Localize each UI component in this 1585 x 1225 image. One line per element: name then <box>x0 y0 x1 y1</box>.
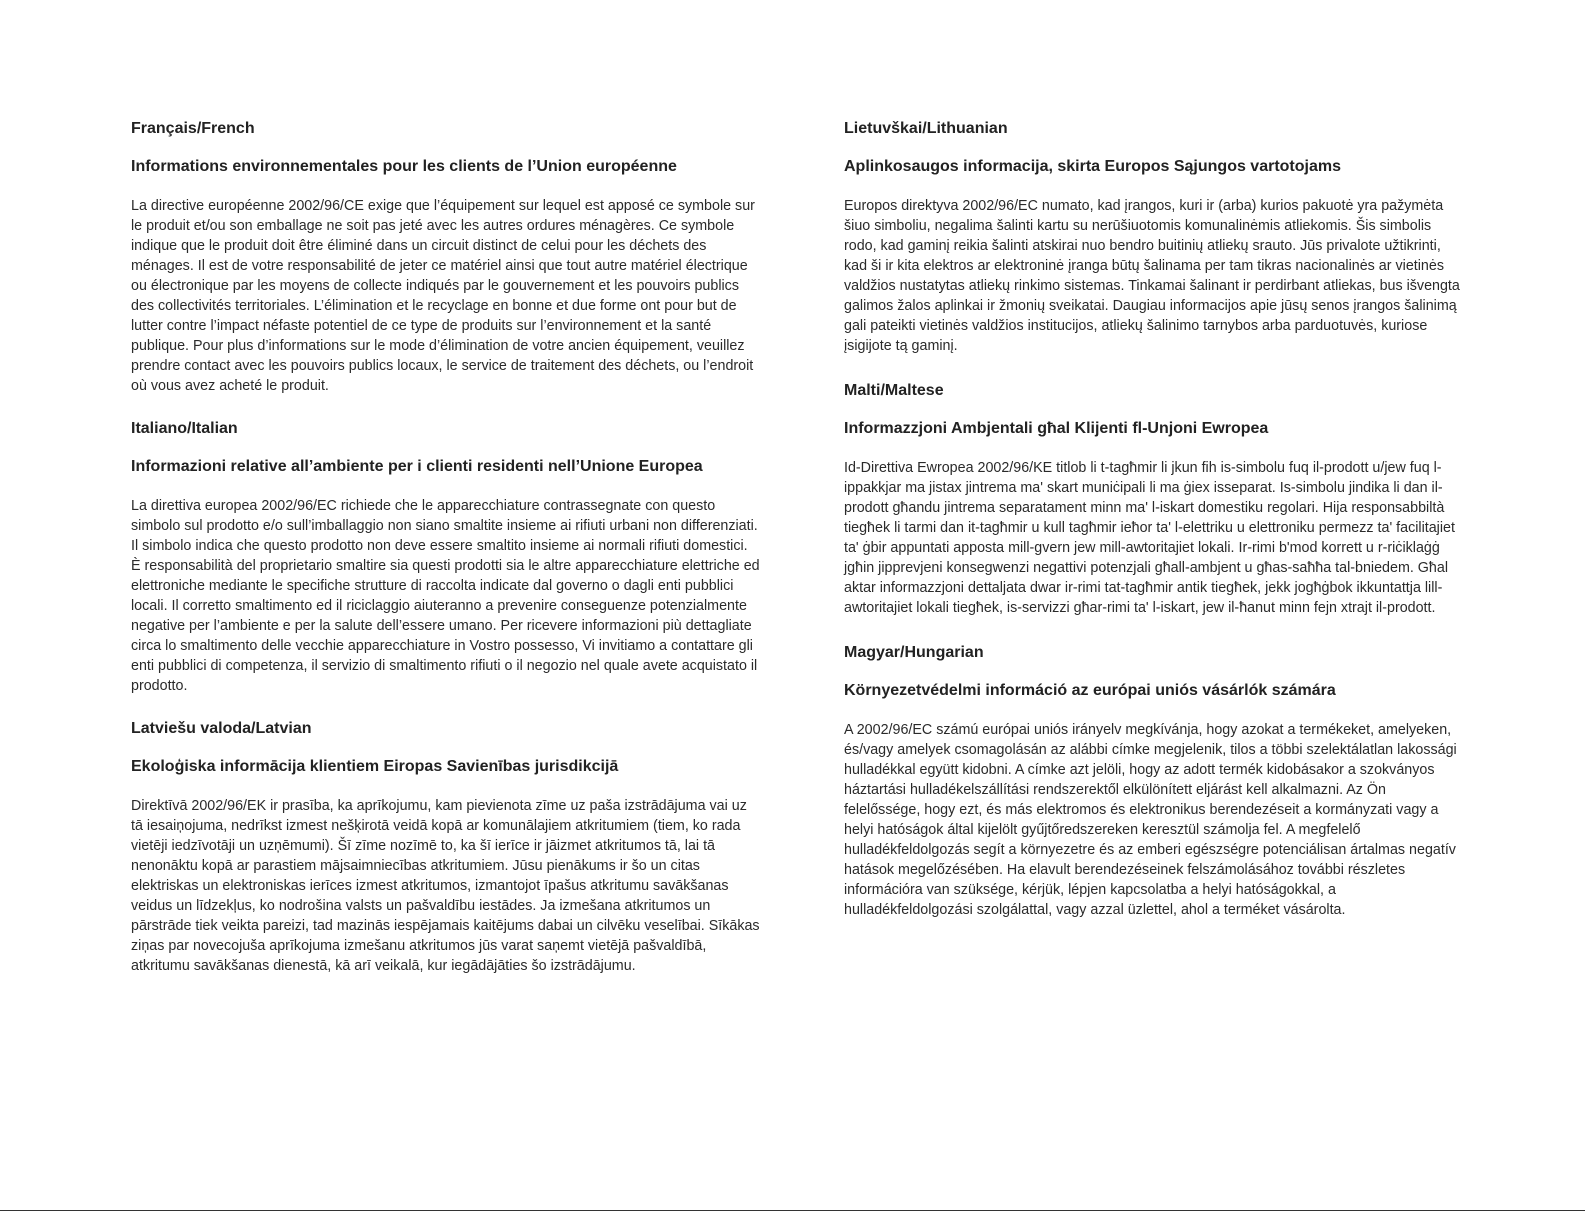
left-column <box>131 112 761 976</box>
section-title: Informazzjoni Ambjentali għal Klijenti fl-Unjoni Ewropea <box>844 420 1269 437</box>
language-heading: Lietuvškai/Lithuanian <box>844 120 1008 137</box>
section-title: Informations environnementales pour les clients de l’Union européenne <box>131 158 677 175</box>
section-body: La directive européenne 2002/96/CE exige que l’équipement sur lequel est apposé ce symbole sur le produit et/ou son emballage ne soit pas jeté avec les autres ordures ménagères. Ce symbole indique que le produit doit être éliminé dans un circuit distinct de celui pour les déchets des ménages. Il est de votre responsabilité de jeter ce matériel ainsi que tout autre matériel électrique ou électronique par les moyens de collecte indiqués par le gouvernement et les pouvoirs publics des collectivités territoriales. L’élimination et le recyclage en bonne et due forme ont pour but de lutter contre l’impact néfaste potentiel de ce type de produits sur l’environnement et la santé publique. Pour plus d’informations sur le mode d’élimination de votre ancien équipement, veuillez prendre contact avec les pouvoirs publics locaux, le service de traitement des déchets, ou l’endroit où vous avez acheté le produit. <box>131 198 755 394</box>
section-french <box>131 118 761 396</box>
page-bottom-rule <box>0 1210 1585 1211</box>
section-latvian <box>131 718 761 976</box>
section-lithuanian <box>844 118 1466 356</box>
section-title: Környezetvédelmi információ az európai uniós vásárlók számára <box>844 682 1336 699</box>
section-italian <box>131 418 761 696</box>
section-maltese <box>844 380 1466 618</box>
section-body: A 2002/96/EC számú európai uniós irányelv megkívánja, hogy azokat a termékeket, amelyeken, és/vagy amelyek csomagolásán az alábbi címke megjelenik, tilos a többi szelektálatlan lakossági hulladékkal együtt kidobni. A címke azt jelöli, hogy az adott termék kidobásakor a szokványos háztartási hulladékelszállítási rendszerektől elkülönített eljárást kell alkalmazni. Az Ön felelőssége, hogy ezt, és más elektromos és elektronikus berendezéseit a kormányzati vagy a helyi hatóságok által kijelölt gyűjtőredszereken keresztül számolja fel. A megfelelő hulladékfeldolgozás segít a környezetre és az emberi egészségre potenciálisan ártalmas negatív hatások megelőzésében. Ha elavult berendezéseinek felszámolásához további részletes információra van szüksége, kérjük, lépjen kapcsolatba a helyi hatóságokkal, a hulladékfeldolgozási szolgálattal, vagy azzal üzlettel, ahol a terméket vásárolta. <box>844 722 1457 918</box>
section-title: Aplinkosaugos informacija, skirta Europos Sąjungos vartotojams <box>844 158 1341 175</box>
section-title: Ekoloģiska informācija klientiem Eiropas Savienības jurisdikcijā <box>131 758 619 775</box>
section-body: Europos direktyva 2002/96/EC numato, kad įrangos, kuri ir (arba) kurios pakuotė yra pažymėta šiuo simboliu, negalima šalinti kartu su nerūšiuotomis komunalinėmis atliekomis. Šis simbolis rodo, kad gaminį reikia šalinti atskirai nuo bendro buitinių atliekų srauto. Jūs privalote užtikrinti, kad ši ir kita elektros ar elektroninė įranga būtų šalinama per tam tikras nacionalinės ar vietinės valdžios nustatytas atliekų rinkimo sistemas. Tinkamai šalinant ir perdirbant atliekas, bus išvengta galimos žalos aplinkai ir žmonių sveikatai. Daugiau informacijos apie jūsų senos įrangos šalinimą gali pateikti vietinės valdžios institucijos, atliekų šalinimo tarnybos arba parduotuvės, kuriose įsigijote tą gaminį. <box>844 198 1460 354</box>
section-body: La direttiva europea 2002/96/EC richiede che le apparecchiature contrassegnate con questo simbolo sul prodotto e/o sull’imballaggio non siano smaltite insieme ai rifiuti urbani non differenziati. Il simbolo indica che questo prodotto non deve essere smaltito insieme ai normali rifiuti domestici. È responsabilità del proprietario smaltire sia questi prodotti sia le altre apparecchiature elettriche ed elettroniche mediante le specifiche strutture di raccolta indicate dal governo o dagli enti pubblici locali. Il corretto smaltimento ed il riciclaggio aiuteranno a prevenire conseguenze potenzialmente negative per l’ambiente e per la salute dell’essere umano. Per ricevere informazioni più dettagliate circa lo smaltimento delle vecchie apparecchiature in Vostro possesso, Vi invitiamo a contattare gli enti pubblici di competenza, il servizio di smaltimento rifiuti o il negozio nel quale avete acquistato il prodotto. <box>131 498 760 694</box>
section-title: Informazioni relative all’ambiente per i clienti residenti nell’Unione Europea <box>131 458 703 475</box>
language-heading: Latviešu valoda/Latvian <box>131 720 312 737</box>
language-heading: Malti/Maltese <box>844 382 944 399</box>
section-body: Direktīvā 2002/96/EK ir prasība, ka aprīkojumu, kam pievienota zīme uz paša izstrādājuma vai uz tā iesaiņojuma, nedrīkst izmest nešķirotā veidā kopā ar komunālajiem atkritumiem (tiem, ko rada vietēji iedzīvotāji un uzņēmumi). Šī zīme nozīmē to, ka šī ierīce ir jāizmet atkritumos tā, lai tā nenonāktu kopā ar parastiem mājsaimniecības atkritumiem. Jūsu pienākums ir šo un citas elektriskas un elektroniskas ierīces izmest atkritumos, izmantojot īpašus atkritumu savākšanas veidus un līdzekļus, ko nodrošina valsts un pašvaldību iestādes. Ja izmešana atkritumos un pārstrāde tiek veikta pareizi, tad mazinās iespējamais kaitējums dabai un cilvēku veselībai. Sīkākas ziņas par novecojuša aprīkojuma izmešanu atkritumos jūs varat saņemt vietējā pašvaldībā, atkritumu savākšanas dienestā, kā arī veikalā, kur iegādājāties šo izstrādājumu. <box>131 798 760 974</box>
language-heading: Italiano/Italian <box>131 420 238 437</box>
section-hungarian <box>844 642 1466 920</box>
right-column <box>844 112 1466 920</box>
language-heading: Français/French <box>131 120 255 137</box>
section-body: Id-Direttiva Ewropea 2002/96/KE titlob li t-tagħmir li jkun fih is-simbolu fuq il-prodott u/jew fuq l-ippakkjar ma jistax jintrema ma' skart muniċipali li ma ġiex isseparat. Is-simbolu jindika li dan il-prodott għandu jintrema separatament minn ma' l-iskart domestiku regolari. Hija responsabbiltà tiegħek li tarmi dan it-tagħmir u kull tagħmir ieħor ta' l-elettriku u elettroniku permezz ta' facilitajiet ta' ġbir appuntati apposta mill-gvern jew mill-awtoritajiet lokali. Ir-rimi b'mod korrett u r-riċiklaġġ jgħin jipprevjeni konsegwenzi negattivi potenzjali għall-ambjent u għas-saħħa tal-bniedem. Għal aktar informazzjoni dettaljata dwar ir-rimi tat-tagħmir antik tiegħek, jekk jogħġbok ikkuntattja lill-awtoritajiet lokali tiegħek, is-servizzi għar-rimi ta' l-iskart, jew il-ħanut minn fejn xtrajt il-prodott. <box>844 460 1455 616</box>
language-heading: Magyar/Hungarian <box>844 644 984 661</box>
